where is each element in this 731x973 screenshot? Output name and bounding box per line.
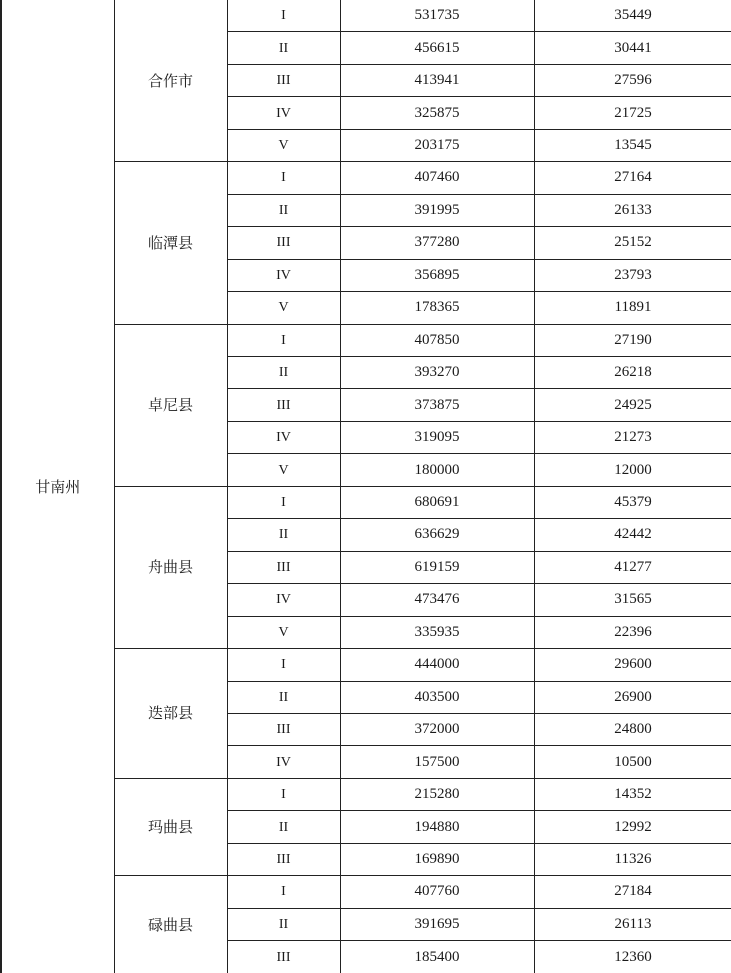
value-cell: 25152 — [534, 227, 731, 259]
value-cell: 215280 — [340, 778, 534, 810]
value-cell: 335935 — [340, 616, 534, 648]
county-name-cell: 玛曲县 — [114, 778, 227, 875]
grade-cell: I — [227, 876, 340, 908]
county-name-cell: 舟曲县 — [114, 486, 227, 648]
grade-cell: IV — [227, 746, 340, 778]
value-cell: 178365 — [340, 292, 534, 324]
value-cell: 10500 — [534, 746, 731, 778]
value-cell: 23793 — [534, 259, 731, 291]
grade-cell: II — [227, 519, 340, 551]
value-cell: 444000 — [340, 649, 534, 681]
value-cell: 26900 — [534, 681, 731, 713]
value-cell: 11326 — [534, 843, 731, 875]
value-cell: 27596 — [534, 64, 731, 96]
value-cell: 407460 — [340, 162, 534, 194]
grade-cell: IV — [227, 584, 340, 616]
grade-cell: IV — [227, 259, 340, 291]
value-cell: 27184 — [534, 876, 731, 908]
grade-cell: I — [227, 0, 340, 32]
value-cell: 377280 — [340, 227, 534, 259]
grade-cell: V — [227, 292, 340, 324]
value-cell: 325875 — [340, 97, 534, 129]
grade-cell: II — [227, 356, 340, 388]
grade-cell: III — [227, 713, 340, 745]
grade-cell: I — [227, 778, 340, 810]
grade-cell: III — [227, 64, 340, 96]
value-cell: 26113 — [534, 908, 731, 940]
value-cell: 27190 — [534, 324, 731, 356]
value-cell: 413941 — [340, 64, 534, 96]
county-name-cell: 迭部县 — [114, 649, 227, 779]
value-cell: 26133 — [534, 194, 731, 226]
grade-cell: II — [227, 32, 340, 64]
value-cell: 636629 — [340, 519, 534, 551]
grade-cell: I — [227, 649, 340, 681]
value-cell: 180000 — [340, 454, 534, 486]
value-cell: 185400 — [340, 941, 534, 973]
grade-cell: III — [227, 843, 340, 875]
grade-cell: II — [227, 681, 340, 713]
county-name-cell: 临潭县 — [114, 162, 227, 324]
table-body — [1, 0, 731, 973]
value-cell: 169890 — [340, 843, 534, 875]
grade-cell: III — [227, 227, 340, 259]
grade-cell: V — [227, 616, 340, 648]
value-cell: 407850 — [340, 324, 534, 356]
value-cell: 680691 — [340, 486, 534, 518]
value-cell: 41277 — [534, 551, 731, 583]
value-cell: 21273 — [534, 421, 731, 453]
value-cell: 22396 — [534, 616, 731, 648]
value-cell: 31565 — [534, 584, 731, 616]
county-name-cell: 合作市 — [114, 0, 227, 162]
county-name-cell: 卓尼县 — [114, 324, 227, 486]
value-cell: 45379 — [534, 486, 731, 518]
value-cell: 11891 — [534, 292, 731, 324]
value-cell: 12360 — [534, 941, 731, 973]
value-cell: 24800 — [534, 713, 731, 745]
grade-cell: I — [227, 486, 340, 518]
grade-cell: I — [227, 324, 340, 356]
grade-cell: V — [227, 129, 340, 161]
grade-cell: IV — [227, 97, 340, 129]
value-cell: 356895 — [340, 259, 534, 291]
value-cell: 26218 — [534, 356, 731, 388]
value-cell: 373875 — [340, 389, 534, 421]
county-name-cell: 碌曲县 — [114, 876, 227, 973]
grade-cell: II — [227, 194, 340, 226]
value-cell: 30441 — [534, 32, 731, 64]
value-cell: 12000 — [534, 454, 731, 486]
value-cell: 619159 — [340, 551, 534, 583]
table-row — [1, 0, 731, 32]
value-cell: 391695 — [340, 908, 534, 940]
grade-cell: III — [227, 389, 340, 421]
value-cell: 203175 — [340, 129, 534, 161]
grade-cell: I — [227, 162, 340, 194]
value-cell: 42442 — [534, 519, 731, 551]
value-cell: 13545 — [534, 129, 731, 161]
grade-cell: V — [227, 454, 340, 486]
grade-cell: III — [227, 551, 340, 583]
value-cell: 21725 — [534, 97, 731, 129]
value-cell: 403500 — [340, 681, 534, 713]
value-cell: 372000 — [340, 713, 534, 745]
value-cell: 24925 — [534, 389, 731, 421]
value-cell: 393270 — [340, 356, 534, 388]
value-cell: 14352 — [534, 778, 731, 810]
value-cell: 29600 — [534, 649, 731, 681]
grade-cell: IV — [227, 421, 340, 453]
value-cell: 456615 — [340, 32, 534, 64]
value-cell: 157500 — [340, 746, 534, 778]
value-cell: 27164 — [534, 162, 731, 194]
value-cell: 319095 — [340, 421, 534, 453]
value-cell: 407760 — [340, 876, 534, 908]
grade-cell: III — [227, 941, 340, 973]
value-cell: 194880 — [340, 811, 534, 843]
value-cell: 12992 — [534, 811, 731, 843]
grade-cell: II — [227, 811, 340, 843]
grade-cell: II — [227, 908, 340, 940]
region-cell: 甘南州 — [1, 0, 114, 973]
value-cell: 391995 — [340, 194, 534, 226]
value-cell: 35449 — [534, 0, 731, 32]
value-cell: 531735 — [340, 0, 534, 32]
value-cell: 473476 — [340, 584, 534, 616]
